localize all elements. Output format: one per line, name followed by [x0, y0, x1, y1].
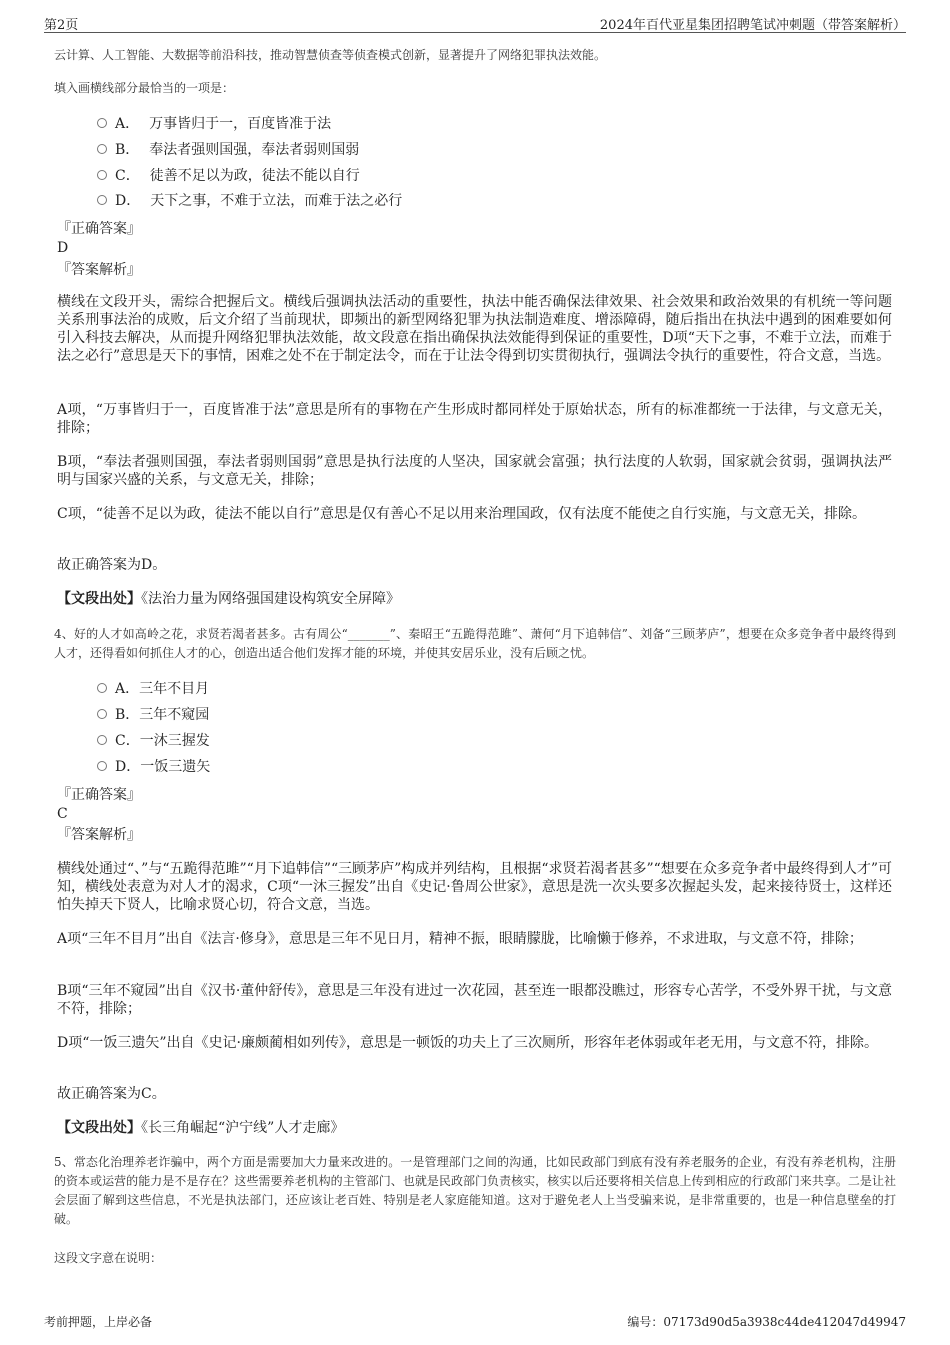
q3-analysis-label: 『答案解析』	[57, 262, 141, 278]
q4-analysis-label: 『答案解析』	[57, 827, 141, 843]
footer-slogan: 考前押题，上岸必备	[44, 1315, 153, 1329]
q4-conclusion: 故正确答案为C。	[57, 1086, 166, 1102]
q3-option-d[interactable]: D． 天下之事，不难于立法，而难于法之必行	[97, 191, 402, 211]
q4-option-a[interactable]: A．三年不目月	[97, 679, 209, 699]
radio-icon[interactable]	[97, 195, 107, 205]
radio-icon[interactable]	[97, 683, 107, 693]
q4-analysis-a: A项“三年不目月”出自《法言·修身》，意思是三年不见日月，精神不振，眼睛朦胧，比喻懒于修养，不求进取，与文意不符，排除；	[57, 931, 863, 947]
q3-option-c[interactable]: C． 徒善不足以为政，徒法不能以自行	[97, 166, 360, 186]
q3-prompt: 填入画横线部分最恰当的一项是：	[54, 81, 235, 95]
q4-analysis-main: 横线处通过“、”与“五跪得范雎”“月下追韩信”“三顾茅庐”构成并列结构，且根据“求贤若渴者甚多”“想要在众多竞争者中最终得到人才”可知，横线处表意为对人才的渴求，C项“一沐三握发”出自《史记·鲁周公世家》，意思是洗一次头要多次握起头发，起来接待贤士，这样还怕失掉天下贤人，比喻求贤心切，符合文意，当选。	[57, 861, 892, 913]
document-title: 2024年百代亚星集团招聘笔试冲刺题（带答案解析）	[599, 18, 906, 33]
radio-icon[interactable]	[97, 144, 107, 154]
radio-icon[interactable]	[97, 761, 107, 771]
q5-prompt: 这段文字意在说明：	[54, 1251, 163, 1265]
q5-question: 5、常态化治理养老诈骗中，两个方面是需要加大力量来改进的。一是管理部门之间的沟通，比如民政部门到底有没有养老服务的企业，有没有养老机构，注册的资本或运营的能力是不是存在？这些需要养老机构的主管部门、也就是民政部门负责核实，核实以后还要将相关信息上传到相应的行政部门来共享。二是让社会层面了解到这些信息，不光是执法部门，还应该让老百姓、特别是老人家庭能知道。这对于避免老人上当受骗来说，是非常重要的，也是一种信息壁垒的打破。	[54, 1155, 896, 1226]
q4-analysis-b: B项“三年不窥园”出自《汉书·董仲舒传》，意思是三年没有进过一次花园，甚至连一眼都没瞧过，形容专心苦学，不受外界干扰，与文意不符，排除；	[57, 983, 892, 1017]
page-number: 第2页	[44, 18, 79, 33]
radio-icon[interactable]	[97, 170, 107, 180]
radio-icon[interactable]	[97, 118, 107, 128]
q4-option-c[interactable]: C．一沐三握发	[97, 731, 210, 751]
radio-icon[interactable]	[97, 709, 107, 719]
q4-source-label: 【文段出处】	[57, 1120, 141, 1136]
q4-question: 4、好的人才如高岭之花，求贤若渴者甚多。古有周公“_______”、秦昭王“五跪得范雎”、萧何“月下追韩信”、刘备“三顾茅庐”，想要在众多竞争者中最终得到人才，还得看如何抓住人才的心，创造出适合他们发挥才能的环境，并使其安居乐业，没有后顾之忧。	[54, 627, 896, 660]
q4-answer: C	[57, 806, 68, 822]
q3-analysis-c: C项，“徒善不足以为政，徒法不能以自行”意思是仅有善心不足以用来治理国政，仅有法度不能使之自行实施，与文意无关，排除。	[57, 506, 867, 522]
q3-source	[57, 590, 400, 608]
page-header	[44, 14, 906, 33]
q3-option-b[interactable]: B． 奉法者强则国强，奉法者弱则国弱	[97, 140, 359, 160]
q3-source-title: 《法治力量为网络强国建设构筑安全屏障》	[141, 591, 400, 607]
q4-analysis-d: D项“一饭三遗矢”出自《史记·廉颇蔺相如列传》，意思是一顿饭的功夫上了三次厕所，形容年老体弱或年老无用，与文意不符，排除。	[57, 1035, 878, 1051]
document-code: 编号：07173d90d5a3938c44de412047d49947	[627, 1315, 906, 1329]
radio-icon[interactable]	[97, 735, 107, 745]
q4-option-d[interactable]: D．一饭三遗矢	[97, 757, 210, 777]
q3-answer-label: 『正确答案』	[57, 221, 141, 237]
q4-source	[57, 1119, 344, 1137]
q3-analysis-b: B项，“奉法者强则国强，奉法者弱则国弱”意思是执行法度的人坚决，国家就会富强；执行法度的人软弱，国家就会贫弱，强调执法严明与国家兴盛的关系，与文意无关，排除；	[57, 454, 892, 488]
q3-conclusion: 故正确答案为D。	[57, 557, 167, 573]
q4-option-b[interactable]: B．三年不窥园	[97, 705, 209, 725]
q3-source-label: 【文段出处】	[57, 591, 141, 607]
q4-answer-label: 『正确答案』	[57, 787, 141, 803]
q4-source-title: 《长三角崛起“沪宁线”人才走廊》	[141, 1120, 345, 1136]
q3-option-a[interactable]: A． 万事皆归于一，百度皆准于法	[97, 114, 331, 134]
q3-answer: D	[57, 240, 69, 256]
q3-passage-tail: 云计算、人工智能、大数据等前沿科技，推动智慧侦查等侦查模式创新，显著提升了网络犯罪执法效能。	[54, 48, 607, 62]
q3-analysis-main: 横线在文段开头，需综合把握后文。横线后强调执法活动的重要性，执法中能否确保法律效果、社会效果和政治效果的有机统一等问题关系刑事法治的成败，后文介绍了当前现状，即频出的新型网络犯罪为执法制造难度、增添障碍，随后指出在执法中遇到的困难要如何引入科技去解决，从而提升网络犯罪执法效能，故文段意在指出确保执法效能得到保证的重要性，D项“天下之事，不难于立法，而难于法之必行”意思是天下的事情，困难之处不在于制定法令，而在于让法令得到切实贯彻执行，强调法令执行的重要性，符合文意，当选。	[57, 294, 892, 364]
q3-analysis-a: A项，“万事皆归于一，百度皆准于法”意思是所有的事物在产生形成时都同样处于原始状态，所有的标准都统一于法律，与文意无关，排除；	[57, 402, 892, 436]
